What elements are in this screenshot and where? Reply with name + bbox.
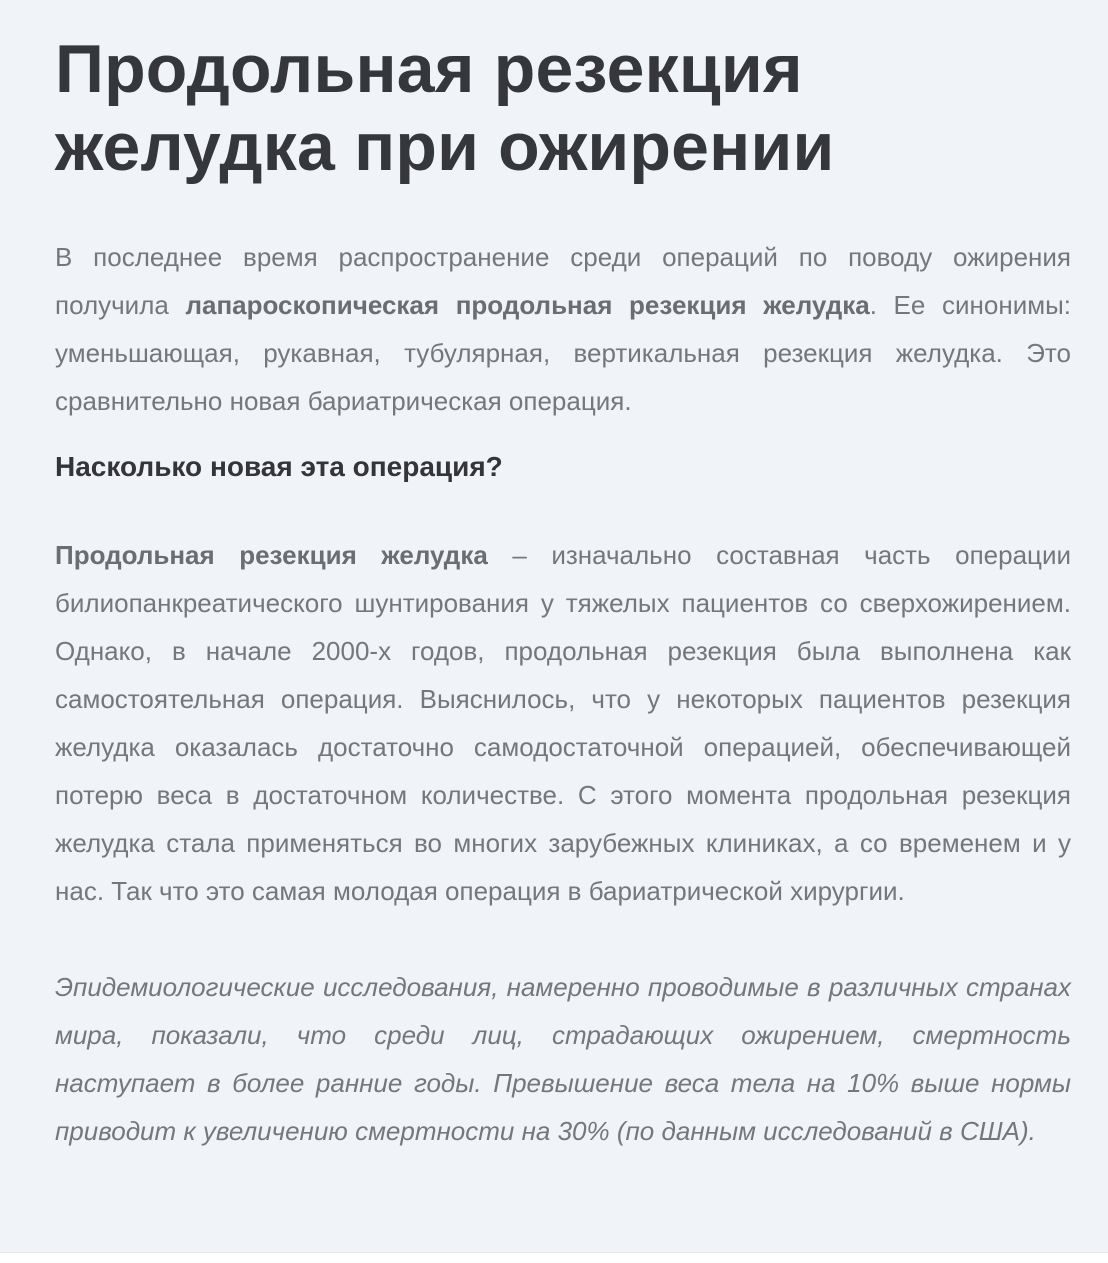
bottom-divider xyxy=(0,1252,1108,1263)
article xyxy=(55,30,1071,1155)
intro-text-start: В последнее время распространение среди операций по поводу ожирения получила xyxy=(55,242,1071,320)
intro-bold-term: лапароскопическая продольная резекция желудка xyxy=(185,290,870,320)
intro-text-end: . Ее синонимы: уменьшающая, рукавная, тубулярная, вертикальная резекция желудка. Это сравнительно новая бариатрическая операция. xyxy=(55,290,1072,416)
section-bold-term: Продольная резекция желудка xyxy=(55,540,488,570)
italic-paragraph: Эпидемиологические исследования, намеренно проводимые в различных странах мира, показали, что среди лиц, страдающих ожирением, смертность наступает в более ранние годы. Превышение веса тела на 10% выше нормы приводит к увеличению смертности на 30% (по данным исследований в США). xyxy=(55,972,1071,1146)
section-heading: Насколько новая эта операция? xyxy=(55,451,503,482)
intro-paragraph xyxy=(55,233,1071,425)
section-paragraph xyxy=(55,531,1071,915)
section-text: – изначально составная часть операции билиопанкреатического шунтирования у тяжелых пациентов со сверхожирением. Однако, в начале 2000-х годов, продольная резекция была выполнена как самостоятельная операция. Выяснилось, что у некоторых пациентов резекция желудка оказалась достаточно самодостаточной операцией, обеспечивающей потерю веса в достаточном количестве. С этого момента продольная резекция желудка стала применяться во многих зарубежных клиниках, а со временем и у нас. Так что это самая молодая операция в бариатрической хирургии. xyxy=(55,540,1071,906)
article-title: Продольная резекция желудка при ожирении xyxy=(55,31,835,185)
